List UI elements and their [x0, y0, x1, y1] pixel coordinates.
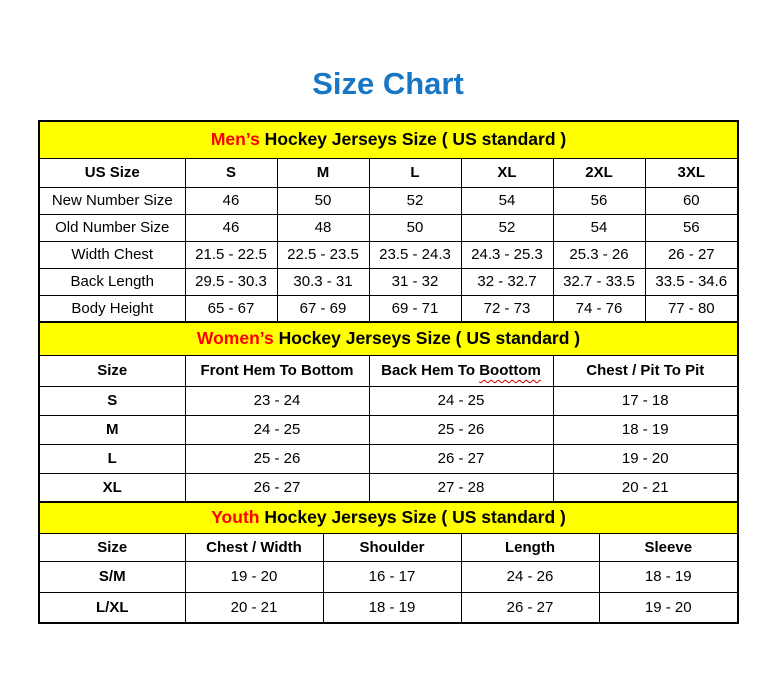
size-value-cell: 50 [277, 187, 369, 214]
womens-size-table [38, 321, 739, 503]
column-header: US Size [39, 158, 185, 187]
size-value-cell: 17 - 18 [553, 386, 738, 415]
table-row [39, 561, 738, 592]
size-value-cell: 25 - 26 [185, 444, 369, 473]
size-value-cell: 27 - 28 [369, 473, 553, 502]
size-value-cell: 20 - 21 [185, 592, 323, 623]
row-label: M [39, 415, 185, 444]
size-value-cell: 20 - 21 [553, 473, 738, 502]
size-value-cell: 19 - 20 [599, 592, 738, 623]
column-header: Size [39, 355, 185, 386]
column-header: Length [461, 533, 599, 561]
size-value-cell: 77 - 80 [645, 295, 738, 322]
row-label: Body Height [39, 295, 185, 322]
page-title: Size Chart [312, 66, 464, 101]
size-value-cell: 48 [277, 214, 369, 241]
column-header: Chest / Width [185, 533, 323, 561]
womens-banner-rest: Hockey Jerseys Size ( US standard ) [273, 328, 581, 349]
size-value-cell: 54 [553, 214, 645, 241]
row-label: L [39, 444, 185, 473]
size-value-cell: 21.5 - 22.5 [185, 241, 277, 268]
column-header-prefix: Back Hem To [381, 362, 480, 379]
size-value-cell: 24.3 - 25.3 [461, 241, 553, 268]
mens-table-banner [39, 121, 738, 158]
table-row [39, 295, 738, 322]
row-label: Old Number Size [39, 214, 185, 241]
row-label: S [39, 386, 185, 415]
misspelled-word: Boottom [479, 362, 541, 379]
row-label: Width Chest [39, 241, 185, 268]
size-value-cell: 69 - 71 [369, 295, 461, 322]
mens-banner-rest: Hockey Jerseys Size ( US standard ) [259, 129, 567, 150]
mens-header-row [39, 158, 738, 187]
youth-table-banner [39, 502, 738, 533]
size-value-cell: 52 [369, 187, 461, 214]
size-value-cell: 24 - 26 [461, 561, 599, 592]
size-value-cell: 24 - 25 [185, 415, 369, 444]
mens-size-table [38, 120, 739, 323]
size-value-cell: 29.5 - 30.3 [185, 268, 277, 295]
size-chart-tables [38, 120, 737, 624]
size-value-cell: 25.3 - 26 [553, 241, 645, 268]
mens-banner-accent: Men’s [210, 129, 260, 150]
column-header-misspelled [369, 355, 553, 386]
youth-banner-cell [39, 502, 738, 533]
size-value-cell: 23 - 24 [185, 386, 369, 415]
size-value-cell: 18 - 19 [553, 415, 738, 444]
size-value-cell: 50 [369, 214, 461, 241]
size-value-cell: 32.7 - 33.5 [553, 268, 645, 295]
column-header: Size [39, 533, 185, 561]
table-row [39, 268, 738, 295]
table-row [39, 187, 738, 214]
youth-banner-accent: Youth [211, 507, 260, 528]
youth-size-table [38, 501, 739, 624]
column-header: 2XL [553, 158, 645, 187]
row-label: XL [39, 473, 185, 502]
size-value-cell: 18 - 19 [599, 561, 738, 592]
size-value-cell: 22.5 - 23.5 [277, 241, 369, 268]
size-value-cell: 32 - 32.7 [461, 268, 553, 295]
column-header: XL [461, 158, 553, 187]
womens-header-row [39, 355, 738, 386]
size-value-cell: 26 - 27 [369, 444, 553, 473]
size-value-cell: 19 - 20 [553, 444, 738, 473]
size-value-cell: 46 [185, 187, 277, 214]
size-value-cell: 19 - 20 [185, 561, 323, 592]
size-value-cell: 31 - 32 [369, 268, 461, 295]
size-value-cell: 54 [461, 187, 553, 214]
size-value-cell: 46 [185, 214, 277, 241]
size-value-cell: 74 - 76 [553, 295, 645, 322]
table-row [39, 386, 738, 415]
column-header: S [185, 158, 277, 187]
size-value-cell: 60 [645, 187, 738, 214]
womens-banner-cell [39, 322, 738, 355]
size-value-cell: 72 - 73 [461, 295, 553, 322]
womens-table-banner [39, 322, 738, 355]
youth-banner-rest: Hockey Jerseys Size ( US standard ) [259, 507, 566, 528]
size-value-cell: 26 - 27 [645, 241, 738, 268]
size-value-cell: 26 - 27 [461, 592, 599, 623]
size-value-cell: 25 - 26 [369, 415, 553, 444]
size-value-cell: 56 [553, 187, 645, 214]
table-row [39, 241, 738, 268]
row-label: Back Length [39, 268, 185, 295]
youth-header-row [39, 533, 738, 561]
column-header: Shoulder [323, 533, 461, 561]
row-label: New Number Size [39, 187, 185, 214]
table-row [39, 592, 738, 623]
table-row [39, 473, 738, 502]
table-row [39, 444, 738, 473]
size-value-cell: 24 - 25 [369, 386, 553, 415]
table-row [39, 415, 738, 444]
column-header: M [277, 158, 369, 187]
size-value-cell: 26 - 27 [185, 473, 369, 502]
size-value-cell: 52 [461, 214, 553, 241]
size-value-cell: 65 - 67 [185, 295, 277, 322]
row-label: L/XL [39, 592, 185, 623]
column-header: Sleeve [599, 533, 738, 561]
size-value-cell: 16 - 17 [323, 561, 461, 592]
size-value-cell: 33.5 - 34.6 [645, 268, 738, 295]
table-row [39, 214, 738, 241]
column-header: Front Hem To Bottom [185, 355, 369, 386]
size-value-cell: 23.5 - 24.3 [369, 241, 461, 268]
row-label: S/M [39, 561, 185, 592]
size-value-cell: 30.3 - 31 [277, 268, 369, 295]
column-header: Chest / Pit To Pit [553, 355, 738, 386]
size-value-cell: 67 - 69 [277, 295, 369, 322]
column-header: L [369, 158, 461, 187]
column-header: 3XL [645, 158, 738, 187]
mens-banner-cell [39, 121, 738, 158]
womens-banner-accent: Women’s [196, 328, 274, 349]
size-value-cell: 18 - 19 [323, 592, 461, 623]
size-value-cell: 56 [645, 214, 738, 241]
